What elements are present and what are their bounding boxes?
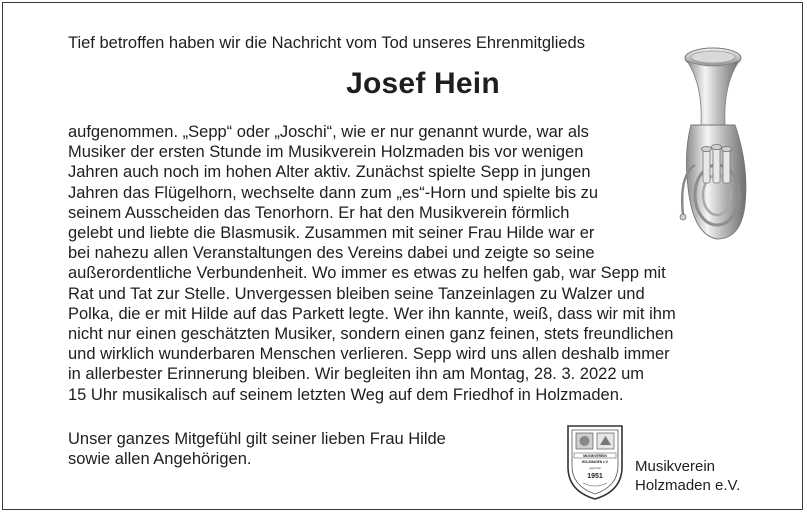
signature-line: Holzmaden e.V. xyxy=(635,477,741,494)
obituary-body xyxy=(68,122,676,405)
body-line: 15 Uhr musikalisch auf seinem letzten Weg auf dem Friedhof in Holzmaden. xyxy=(68,385,624,404)
deceased-name: Josef Hein xyxy=(346,67,500,100)
club-emblem-icon xyxy=(565,423,625,501)
closing-line: Unser ganzes Mitgefühl gilt seiner lieben Frau Hilde xyxy=(68,430,446,448)
intro-text: Tief betroffen haben wir die Nachricht vom Tod unseres Ehrenmitglieds xyxy=(68,34,585,52)
body-line: in allerbester Erinnerung bleiben. Wir begleiten ihn am Montag, 28. 3. 2022 um xyxy=(68,365,645,384)
body-line: seinem Ausscheiden das Tenorhorn. Er hat den Musikverein förmlich xyxy=(68,203,570,222)
signature xyxy=(635,457,740,495)
body-line: bei nahezu allen Veranstaltungen des Vereins dabei und zeigte so seine xyxy=(68,244,595,263)
body-line: Jahren auch noch im hohen Alter aktiv. Zunächst spielte Sepp in jungen xyxy=(68,163,591,182)
obituary-notice xyxy=(2,2,803,510)
emblem-year-text: 1951 xyxy=(587,473,603,480)
emblem-banner-text: MUSIKVEREIN xyxy=(583,454,607,458)
tenor-horn-icon xyxy=(673,45,757,245)
body-line: nicht nur einen geschätzten Musiker, sondern einen ganz feinen, stets freundlichen xyxy=(68,325,674,344)
emblem-founded-text: gegründet xyxy=(589,467,601,470)
body-line: gelebt und liebte die Blasmusik. Zusammen mit seiner Frau Hilde war er xyxy=(68,224,595,243)
body-line: und wirklich wunderbaren Menschen verlieren. Sepp wird uns allen deshalb immer xyxy=(68,345,670,364)
body-line: außerordentliche Verbundenheit. Wo immer es etwas zu helfen gab, war Sepp mit xyxy=(68,264,666,283)
body-line: Polka, die er mit Hilde auf das Parkett legte. Wer ihn kannte, weiß, dass wir mit ihm xyxy=(68,304,676,323)
body-line: Jahren das Flügelhorn, wechselte dann zum „es“-Horn und spielte bis zu xyxy=(68,183,599,202)
signature-line: Musikverein xyxy=(635,458,716,475)
body-line: Rat und Tat zur Stelle. Unvergessen bleiben seine Tanzeinlagen zu Walzer und xyxy=(68,284,645,303)
body-line: aufgenommen. „Sepp“ oder „Joschi“, wie er nur genannt wurde, war als xyxy=(68,123,589,141)
body-line: Musiker der ersten Stunde im Musikverein Holzmaden bis vor wenigen xyxy=(68,143,584,162)
closing-line: sowie allen Angehörigen. xyxy=(68,450,252,468)
emblem-place-text: HOLZMADEN e.V. xyxy=(581,460,609,464)
condolence-text xyxy=(68,429,446,469)
